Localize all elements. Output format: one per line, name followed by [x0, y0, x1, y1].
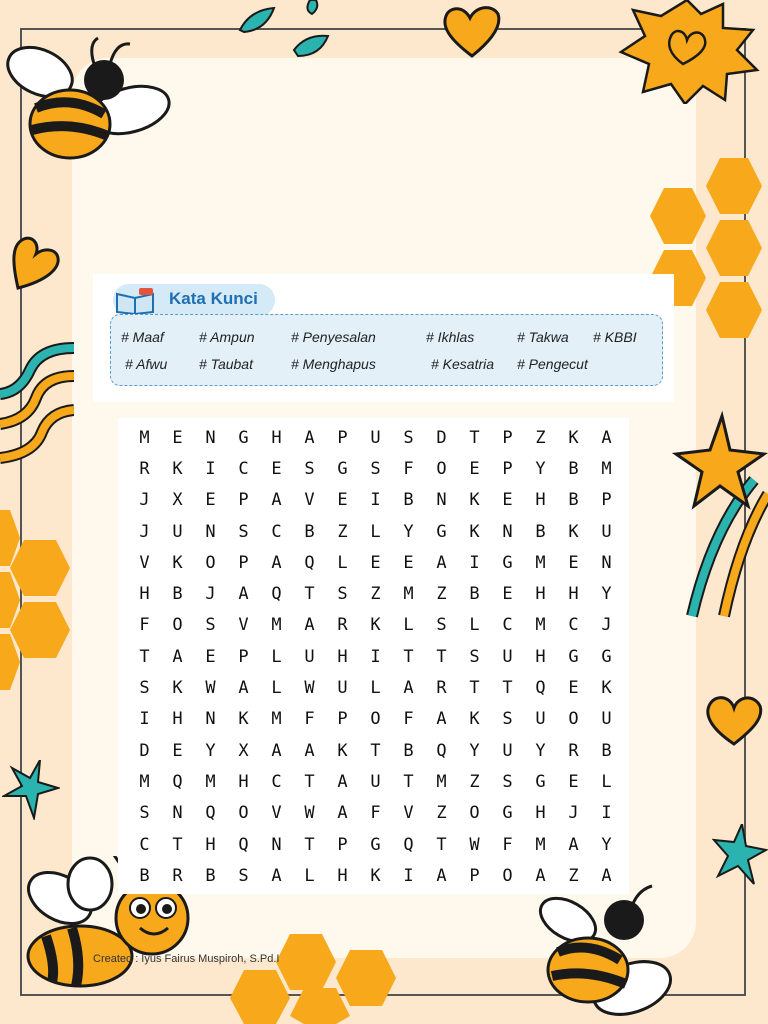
grid-letter[interactable]: Z — [337, 521, 348, 542]
grid-letter[interactable]: T — [304, 584, 315, 605]
grid-letter[interactable]: I — [370, 646, 381, 667]
keyword: # Ampun — [199, 329, 255, 345]
grid-letter[interactable]: J — [139, 521, 150, 542]
grid-letter[interactable]: K — [172, 458, 183, 479]
grid-letter[interactable]: L — [271, 678, 282, 699]
credit-text: Created : Iyus Fairus Muspiroh, S.Pd.I — [93, 953, 280, 965]
grid-letter[interactable]: V — [139, 552, 150, 573]
grid-letter[interactable]: P — [238, 646, 249, 667]
grid-letter[interactable]: B — [205, 865, 216, 886]
grid-letter[interactable]: Q — [271, 584, 282, 605]
grid-letter[interactable]: U — [601, 521, 612, 542]
grid-letter[interactable]: M — [139, 427, 150, 448]
water-drop-icon — [230, 0, 340, 62]
grid-letter[interactable]: S — [238, 521, 249, 542]
grid-letter[interactable]: E — [172, 427, 183, 448]
grid-letter[interactable]: U — [370, 771, 381, 792]
grid-letter[interactable]: J — [568, 803, 579, 824]
grid-letter[interactable]: G — [238, 427, 249, 448]
grid-letter[interactable]: E — [568, 771, 579, 792]
grid-letter[interactable]: A — [337, 771, 348, 792]
grid-letter[interactable]: Y — [403, 521, 414, 542]
keyword-box-title: Kata Kunci — [169, 289, 258, 308]
grid-letter[interactable]: P — [337, 834, 348, 855]
grid-letter[interactable]: B — [172, 584, 183, 605]
grid-letter[interactable]: S — [139, 678, 150, 699]
keyword-list — [110, 314, 663, 386]
grid-letter[interactable]: G — [601, 646, 612, 667]
grid-letter[interactable]: P — [238, 490, 249, 511]
book-icon — [115, 288, 155, 314]
grid-letter[interactable]: N — [205, 709, 216, 730]
grid-letter[interactable]: G — [436, 521, 447, 542]
star-icon — [712, 824, 768, 886]
grid-letter[interactable]: A — [601, 865, 612, 886]
grid-letter[interactable]: B — [139, 865, 150, 886]
grid-letter[interactable]: O — [172, 615, 183, 636]
grid-letter[interactable]: U — [304, 646, 315, 667]
sun-icon — [615, 0, 765, 104]
grid-letter[interactable]: P — [502, 427, 513, 448]
grid-letter[interactable]: R — [337, 615, 348, 636]
grid-letter[interactable]: Z — [436, 584, 447, 605]
grid-letter[interactable]: T — [304, 834, 315, 855]
grid-letter[interactable]: S — [304, 458, 315, 479]
grid-letter[interactable]: L — [337, 552, 348, 573]
grid-letter[interactable]: E — [502, 490, 513, 511]
grid-letter[interactable]: F — [304, 709, 315, 730]
grid-letter[interactable]: B — [469, 584, 480, 605]
grid-letter[interactable]: T — [139, 646, 150, 667]
grid-letter[interactable]: Y — [601, 584, 612, 605]
grid-letter[interactable]: W — [469, 834, 480, 855]
grid-letter[interactable]: O — [205, 552, 216, 573]
grid-letter[interactable]: Z — [370, 584, 381, 605]
grid-letter[interactable]: M — [601, 458, 612, 479]
grid-letter[interactable]: A — [601, 427, 612, 448]
grid-letter[interactable]: F — [370, 803, 381, 824]
grid-letter[interactable]: U — [601, 709, 612, 730]
grid-letter[interactable]: I — [469, 552, 480, 573]
grid-letter[interactable]: W — [304, 803, 315, 824]
grid-letter[interactable]: S — [205, 615, 216, 636]
grid-letter[interactable]: K — [568, 521, 579, 542]
grid-letter[interactable]: P — [601, 490, 612, 511]
grid-letter[interactable]: J — [139, 490, 150, 511]
grid-letter[interactable]: N — [205, 427, 216, 448]
grid-letter[interactable]: M — [436, 771, 447, 792]
keyword: # Ikhlas — [426, 329, 475, 345]
grid-letter[interactable]: K — [172, 678, 183, 699]
grid-letter[interactable]: A — [436, 865, 447, 886]
grid-letter[interactable]: E — [172, 740, 183, 761]
grid-letter[interactable]: U — [535, 709, 546, 730]
grid-letter[interactable]: I — [139, 709, 150, 730]
grid-letter[interactable]: S — [469, 646, 480, 667]
grid-letter[interactable]: M — [205, 771, 216, 792]
grid-letter[interactable]: G — [535, 771, 546, 792]
grid-letter[interactable]: L — [370, 678, 381, 699]
grid-letter[interactable]: Y — [205, 740, 216, 761]
grid-letter[interactable]: W — [304, 678, 315, 699]
grid-letter[interactable]: A — [403, 678, 414, 699]
grid-letter[interactable]: Q — [238, 834, 249, 855]
grid-letter[interactable]: R — [172, 865, 183, 886]
grid-letter[interactable]: J — [601, 615, 612, 636]
grid-letter[interactable]: D — [436, 427, 447, 448]
grid-letter[interactable]: V — [403, 803, 414, 824]
grid-letter[interactable]: A — [238, 678, 249, 699]
grid-letter[interactable]: R — [139, 458, 150, 479]
grid-letter[interactable]: S — [337, 584, 348, 605]
grid-letter[interactable]: T — [469, 427, 480, 448]
grid-letter[interactable]: K — [337, 740, 348, 761]
grid-letter[interactable]: A — [271, 552, 282, 573]
grid-letter[interactable]: N — [172, 803, 183, 824]
keyword: # Taubat — [199, 356, 253, 372]
keyword: # Maaf — [121, 329, 164, 345]
grid-letter[interactable]: C — [502, 615, 513, 636]
grid-letter[interactable]: U — [337, 678, 348, 699]
grid-letter[interactable]: F — [502, 834, 513, 855]
keyword: # KBBI — [593, 329, 637, 345]
grid-letter[interactable]: P — [337, 709, 348, 730]
grid-letter[interactable]: S — [502, 709, 513, 730]
grid-letter[interactable]: T — [304, 771, 315, 792]
grid-letter[interactable]: Q — [535, 678, 546, 699]
heart-icon — [440, 2, 504, 60]
grid-letter[interactable]: T — [436, 646, 447, 667]
grid-letter[interactable]: L — [403, 615, 414, 636]
grid-letter[interactable]: L — [601, 771, 612, 792]
grid-letter[interactable]: A — [568, 834, 579, 855]
grid-letter[interactable]: E — [271, 458, 282, 479]
grid-letter[interactable]: K — [568, 427, 579, 448]
grid-letter[interactable]: W — [205, 678, 216, 699]
grid-letter[interactable]: N — [205, 521, 216, 542]
grid-letter[interactable]: M — [535, 615, 546, 636]
grid-letter[interactable]: U — [172, 521, 183, 542]
grid-letter[interactable]: N — [601, 552, 612, 573]
grid-letter[interactable]: O — [502, 865, 513, 886]
honeycomb-icon — [0, 510, 80, 690]
grid-letter[interactable]: E — [205, 490, 216, 511]
grid-letter[interactable]: N — [436, 490, 447, 511]
grid-letter[interactable]: E — [370, 552, 381, 573]
grid-letter[interactable]: S — [502, 771, 513, 792]
grid-letter[interactable]: S — [403, 427, 414, 448]
grid-letter[interactable]: G — [337, 458, 348, 479]
grid-letter[interactable]: E — [205, 646, 216, 667]
grid-letter[interactable]: H — [337, 865, 348, 886]
grid-letter[interactable]: H — [535, 490, 546, 511]
grid-letter[interactable]: A — [172, 646, 183, 667]
grid-letter[interactable]: A — [271, 740, 282, 761]
grid-letter[interactable]: G — [502, 552, 513, 573]
grid-letter[interactable]: L — [370, 521, 381, 542]
grid-letter[interactable]: R — [436, 678, 447, 699]
grid-letter[interactable]: Q — [205, 803, 216, 824]
grid-letter[interactable]: E — [403, 552, 414, 573]
heart-icon — [702, 692, 764, 748]
grid-letter[interactable]: H — [535, 803, 546, 824]
grid-letter[interactable]: M — [535, 834, 546, 855]
keyword-box — [93, 274, 674, 402]
grid-letter[interactable]: Q — [436, 740, 447, 761]
grid-letter[interactable]: G — [502, 803, 513, 824]
grid-letter[interactable]: S — [370, 458, 381, 479]
grid-letter[interactable]: O — [238, 803, 249, 824]
grid-letter[interactable]: I — [205, 458, 216, 479]
keyword: # Takwa — [517, 329, 569, 345]
grid-letter[interactable]: C — [238, 458, 249, 479]
keyword: # Menghapus — [291, 356, 376, 372]
grid-letter[interactable]: P — [469, 865, 480, 886]
grid-letter[interactable]: E — [502, 584, 513, 605]
grid-letter[interactable]: T — [436, 834, 447, 855]
grid-letter[interactable]: E — [337, 490, 348, 511]
grid-letter[interactable]: O — [568, 709, 579, 730]
grid-letter[interactable]: B — [304, 521, 315, 542]
grid-letter[interactable]: V — [238, 615, 249, 636]
grid-letter[interactable]: G — [370, 834, 381, 855]
grid-letter[interactable]: C — [139, 834, 150, 855]
grid-letter[interactable]: T — [370, 740, 381, 761]
grid-letter[interactable]: M — [271, 709, 282, 730]
grid-letter[interactable]: K — [370, 865, 381, 886]
grid-letter[interactable]: H — [172, 709, 183, 730]
grid-letter[interactable]: C — [271, 771, 282, 792]
keyword: # Penyesalan — [291, 329, 376, 345]
grid-letter[interactable]: L — [469, 615, 480, 636]
grid-letter[interactable]: S — [139, 803, 150, 824]
grid-letter[interactable]: B — [568, 490, 579, 511]
grid-letter[interactable]: B — [403, 740, 414, 761]
grid-letter[interactable]: M — [139, 771, 150, 792]
grid-letter[interactable]: A — [238, 584, 249, 605]
grid-letter[interactable]: Q — [172, 771, 183, 792]
grid-letter[interactable]: T — [502, 678, 513, 699]
grid-letter[interactable]: U — [502, 740, 513, 761]
keyword: # Pengecut — [517, 356, 588, 372]
wave-icon — [0, 340, 74, 470]
grid-letter[interactable]: Z — [535, 427, 546, 448]
grid-letter[interactable]: Q — [304, 552, 315, 573]
grid-letter[interactable]: V — [304, 490, 315, 511]
grid-letter[interactable]: E — [469, 458, 480, 479]
keyword-box-header — [113, 284, 275, 316]
grid-letter[interactable]: O — [370, 709, 381, 730]
grid-letter[interactable]: A — [304, 740, 315, 761]
grid-letter[interactable]: A — [271, 865, 282, 886]
grid-letter[interactable]: U — [502, 646, 513, 667]
grid-letter[interactable]: B — [535, 521, 546, 542]
grid-letter[interactable]: A — [304, 615, 315, 636]
grid-letter[interactable]: T — [403, 646, 414, 667]
grid-letter[interactable]: T — [469, 678, 480, 699]
grid-letter[interactable]: K — [172, 552, 183, 573]
grid-letter[interactable]: A — [436, 552, 447, 573]
grid-letter[interactable]: H — [271, 427, 282, 448]
star-icon — [2, 760, 60, 820]
grid-letter[interactable]: B — [403, 490, 414, 511]
grid-letter[interactable]: F — [403, 709, 414, 730]
grid-letter[interactable]: N — [502, 521, 513, 542]
grid-letter[interactable]: H — [238, 771, 249, 792]
grid-letter[interactable]: Y — [601, 834, 612, 855]
grid-letter[interactable]: K — [469, 521, 480, 542]
grid-letter[interactable]: Y — [535, 740, 546, 761]
grid-letter[interactable]: K — [469, 709, 480, 730]
star-icon — [652, 410, 768, 620]
grid-letter[interactable]: A — [436, 709, 447, 730]
grid-letter[interactable]: K — [370, 615, 381, 636]
grid-letter[interactable]: A — [337, 803, 348, 824]
grid-letter[interactable]: B — [601, 740, 612, 761]
grid-letter[interactable]: S — [238, 865, 249, 886]
keyword: # Kesatria — [431, 356, 495, 372]
grid-letter[interactable]: K — [469, 490, 480, 511]
grid-letter[interactable]: U — [370, 427, 381, 448]
heart-icon — [6, 232, 64, 292]
grid-letter[interactable]: Y — [469, 740, 480, 761]
grid-letter[interactable]: T — [403, 771, 414, 792]
grid-letter[interactable]: L — [271, 646, 282, 667]
grid-letter[interactable]: A — [304, 427, 315, 448]
grid-letter[interactable]: O — [469, 803, 480, 824]
grid-letter[interactable]: H — [337, 646, 348, 667]
grid-letter[interactable]: D — [139, 740, 150, 761]
grid-letter[interactable]: G — [568, 646, 579, 667]
grid-letter[interactable]: I — [370, 490, 381, 511]
grid-letter[interactable]: C — [568, 615, 579, 636]
grid-letter[interactable]: F — [139, 615, 150, 636]
grid-letter[interactable]: H — [535, 646, 546, 667]
grid-letter[interactable]: E — [568, 678, 579, 699]
grid-letter[interactable]: Q — [403, 834, 414, 855]
grid-letter[interactable]: Z — [469, 771, 480, 792]
grid-letter[interactable]: J — [205, 584, 216, 605]
grid-letter[interactable]: R — [568, 740, 579, 761]
grid-letter[interactable]: X — [172, 490, 183, 511]
grid-letter[interactable]: V — [271, 803, 282, 824]
grid-letter[interactable]: E — [568, 552, 579, 573]
grid-letter[interactable]: Z — [568, 865, 579, 886]
grid-letter[interactable]: H — [139, 584, 150, 605]
grid-letter[interactable]: B — [568, 458, 579, 479]
grid-letter[interactable]: X — [238, 740, 249, 761]
grid-letter[interactable]: A — [535, 865, 546, 886]
bee-icon — [528, 884, 688, 1024]
grid-letter[interactable]: L — [304, 865, 315, 886]
letter-grid — [128, 422, 623, 891]
word-search-grid — [118, 418, 629, 894]
grid-letter[interactable]: C — [271, 521, 282, 542]
grid-letter[interactable]: F — [403, 458, 414, 479]
grid-letter[interactable]: H — [205, 834, 216, 855]
grid-letter[interactable]: K — [238, 709, 249, 730]
grid-letter[interactable]: M — [535, 552, 546, 573]
grid-letter[interactable]: S — [436, 615, 447, 636]
grid-letter[interactable]: P — [337, 427, 348, 448]
grid-letter[interactable]: O — [436, 458, 447, 479]
grid-letter[interactable]: I — [403, 865, 414, 886]
grid-letter[interactable]: M — [403, 584, 414, 605]
grid-letter[interactable]: M — [271, 615, 282, 636]
grid-letter[interactable]: P — [238, 552, 249, 573]
grid-letter[interactable]: K — [601, 678, 612, 699]
grid-letter[interactable]: Y — [535, 458, 546, 479]
grid-letter[interactable]: H — [568, 584, 579, 605]
grid-letter[interactable]: H — [535, 584, 546, 605]
grid-letter[interactable]: Z — [436, 803, 447, 824]
grid-letter[interactable]: T — [172, 834, 183, 855]
keyword: # Afwu — [125, 356, 168, 372]
honeycomb-icon — [230, 930, 420, 1024]
grid-letter[interactable]: A — [271, 490, 282, 511]
grid-letter[interactable]: P — [502, 458, 513, 479]
grid-letter[interactable]: I — [601, 803, 612, 824]
grid-letter[interactable]: N — [271, 834, 282, 855]
bee-icon — [0, 24, 180, 166]
